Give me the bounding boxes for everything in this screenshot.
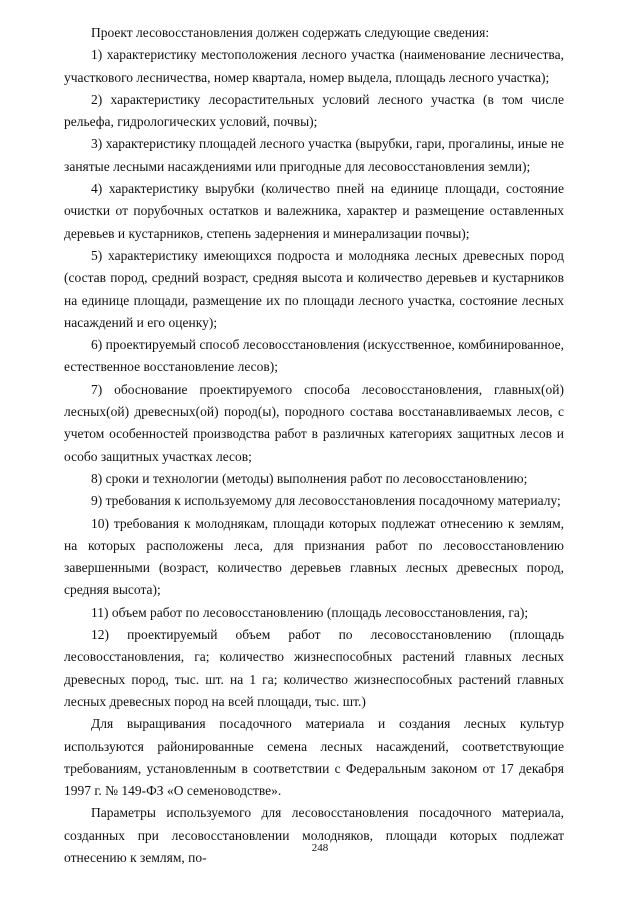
list-item-4: 4) характеристику вырубки (количество пней на единице площади, состояние очистки от порубочных остатков и валежника, характер и размещение оставленных деревьев и кустарников, степень задернения и минерализации почвы); xyxy=(64,181,564,241)
seeds-paragraph: Для выращивания посадочного материала и создания лесных культур используются районированные семена лесных насаждений, соответствующие требованиям, установленным в соответствии с Федеральным законом от 17 декабря 1997 г. № 149-ФЗ «О семеноводстве». xyxy=(64,716,564,799)
document-body xyxy=(64,22,564,869)
list-item-12: 12) проектируемый объем работ по лесовосстановлению (площадь лесовосстановления, га; количество жизнеспособных растений главных лесных древесных пород, тыс. шт. на 1 га; количество жизнеспособных растений главных лесных древесных пород на всей площади, тыс. шт.) xyxy=(64,627,564,709)
list-item-9: 9) требования к используемому для лесовосстановления посадочному материалу; xyxy=(91,493,561,509)
list-item-10: 10) требования к молоднякам, площади которых подлежат отнесению к землям, на которых расположены леса, для признания работ по лесовосстановлению завершенными (возраст, количество деревьев главных лесных древесных пород, средняя высота); xyxy=(64,515,564,598)
list-item-5: 5) характеристику имеющихся подроста и молодняка лесных древесных пород (состав пород, средний возраст, средняя высота и количество деревьев и кустарников на единице площади, размещение их по площади лесного участка, состояние лесных насаждений и его оценку); xyxy=(64,247,564,330)
list-item-8: 8) сроки и технологии (методы) выполнения работ по лесовосстановлению; xyxy=(91,470,528,486)
params-paragraph: Параметры используемого для лесовосстановления посадочного материала, созданных при лесовосстановлении молодняков, площади которых подлежат отнесению к землям, по- xyxy=(64,805,564,865)
intro-paragraph: Проект лесовосстановления должен содержать следующие сведения: xyxy=(91,25,490,40)
list-item-2: 2) характеристику лесорастительных условий лесного участка (в том числе рельефа, гидрологических условий, почвы); xyxy=(64,91,564,130)
list-item-11: 11) объем работ по лесовосстановлению (площадь лесовосстановления, га); xyxy=(91,604,529,620)
page-number: 248 xyxy=(311,842,329,854)
list-item-6: 6) проектируемый способ лесовосстановления (искусственное, комбинированное, естественное восстановление лесов); xyxy=(64,337,564,375)
list-item-1: 1) характеристику местоположения лесного участка (наименование лесничества, участкового лесничества, номер квартала, номер выдела, площадь лесного участка); xyxy=(64,47,564,85)
list-item-3: 3) характеристику площадей лесного участка (вырубки, гари, прогалины, иные не занятые лесными насаждениями или пригодные для лесовосстановления земли); xyxy=(64,136,564,174)
list-item-7: 7) обоснование проектируемого способа лесовосстановления, главных(ой) лесных(ой) древесных(ой) пород(ы), породного состава восстанавливаемых лесов, с учетом особенностей производства работ в различных категориях защитных лесов и особо защитных участках лесов; xyxy=(64,381,564,464)
